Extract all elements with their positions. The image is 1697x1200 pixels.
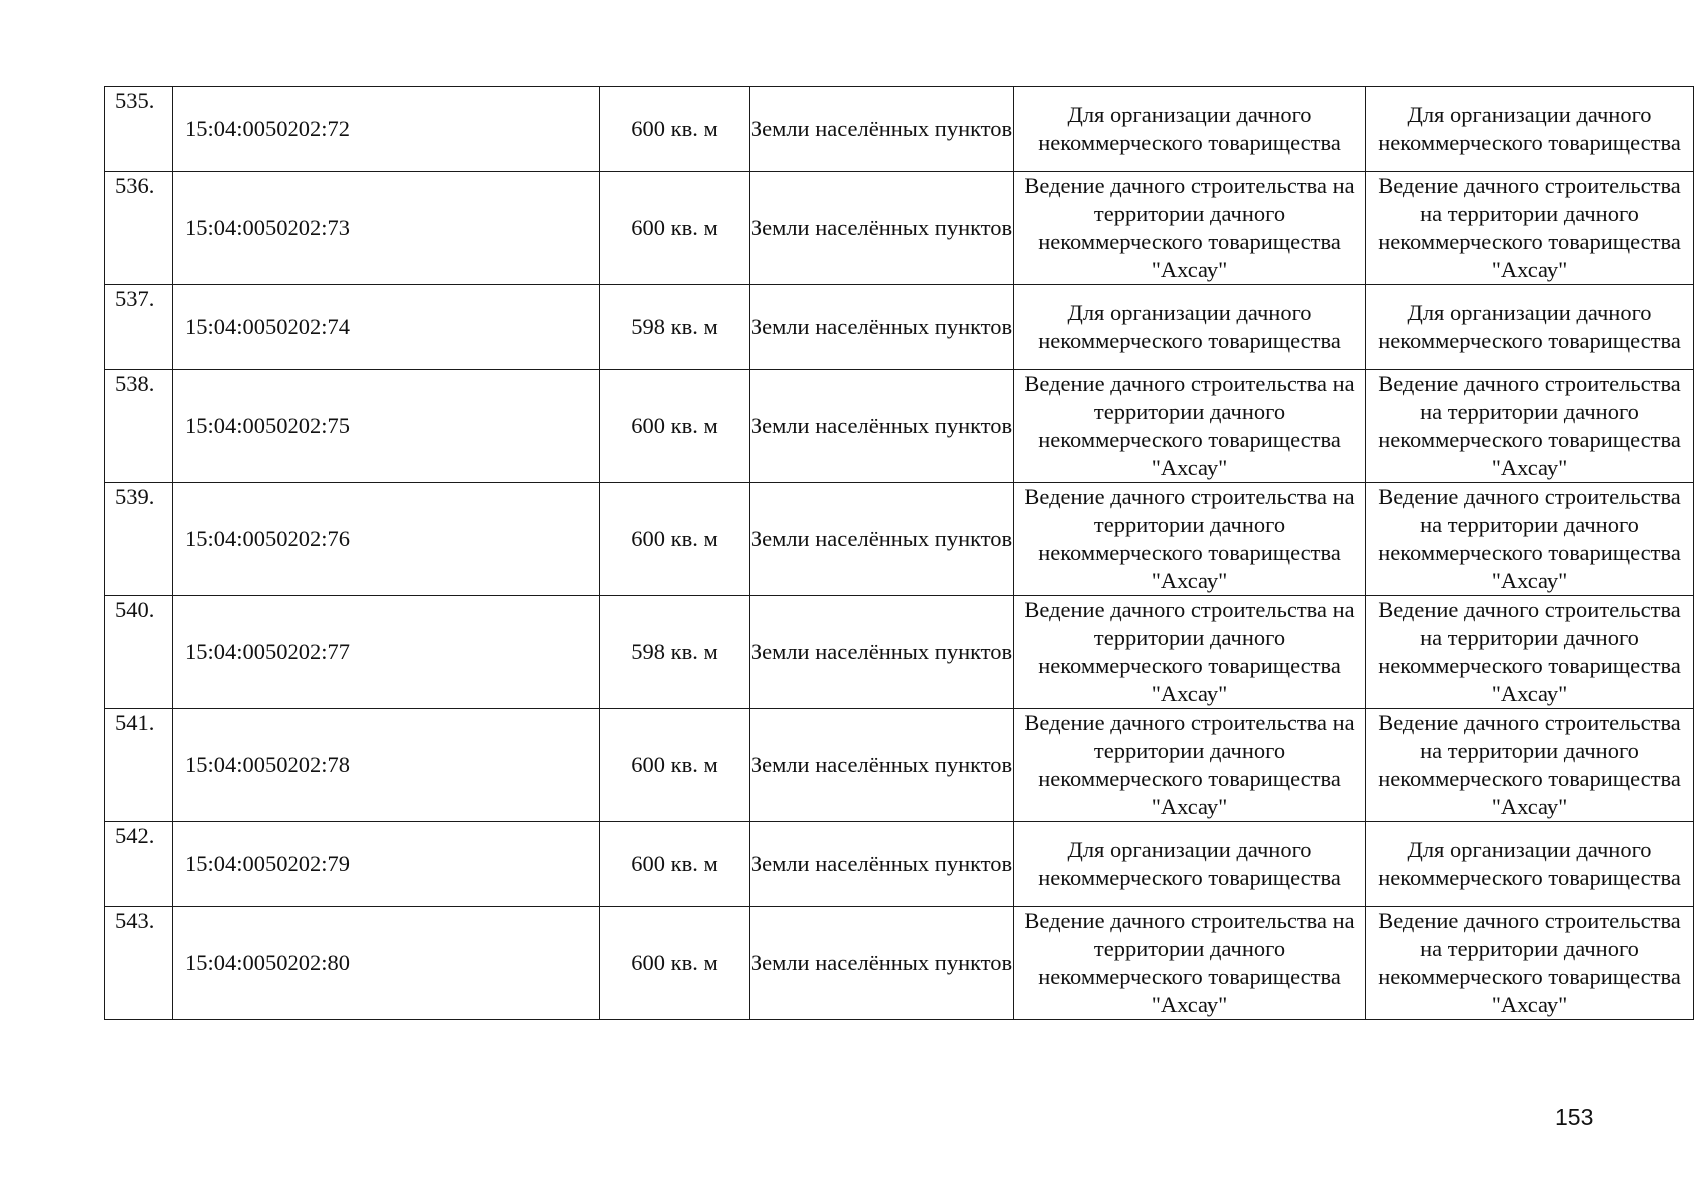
table-row: [105, 907, 1694, 1020]
land-category: Земли населённых пунктов: [750, 370, 1014, 483]
cadastral-number: 15:04:0050202:79: [173, 822, 600, 907]
page-number: 153: [1555, 1104, 1594, 1130]
cadastral-number: 15:04:0050202:72: [173, 87, 600, 172]
permitted-use: Ведение дачного строительства на территории дачного некоммерческого товарищества "Ахсау": [1014, 172, 1366, 285]
plot-area: 600 кв. м: [600, 709, 750, 822]
cadastral-number: 15:04:0050202:74: [173, 285, 600, 370]
plot-area: 600 кв. м: [600, 87, 750, 172]
permitted-use: Ведение дачного строительства на территории дачного некоммерческого товарищества "Ахсау": [1014, 709, 1366, 822]
row-number: 543.: [105, 907, 173, 1020]
row-number: 541.: [105, 709, 173, 822]
table-row: [105, 370, 1694, 483]
cadastral-number: 15:04:0050202:75: [173, 370, 600, 483]
row-number: 536.: [105, 172, 173, 285]
row-number: 535.: [105, 87, 173, 172]
row-number: 537.: [105, 285, 173, 370]
permitted-use: Для организации дачного некоммерческого товарищества: [1014, 285, 1366, 370]
permitted-use: Для организации дачного некоммерческого товарищества: [1014, 822, 1366, 907]
cadastral-number: 15:04:0050202:80: [173, 907, 600, 1020]
land-category: Земли населённых пунктов: [750, 172, 1014, 285]
actual-use: Ведение дачного строительства на территории дачного некоммерческого товарищества "Ахсау": [1366, 709, 1694, 822]
row-number: 539.: [105, 483, 173, 596]
land-category: Земли населённых пунктов: [750, 285, 1014, 370]
permitted-use: Ведение дачного строительства на территории дачного некоммерческого товарищества "Ахсау": [1014, 596, 1366, 709]
actual-use: Для организации дачного некоммерческого товарищества: [1366, 87, 1694, 172]
actual-use: Ведение дачного строительства на территории дачного некоммерческого товарищества "Ахсау": [1366, 172, 1694, 285]
plot-area: 600 кв. м: [600, 370, 750, 483]
permitted-use: Ведение дачного строительства на территории дачного некоммерческого товарищества "Ахсау": [1014, 483, 1366, 596]
plot-area: 598 кв. м: [600, 596, 750, 709]
table-body: [105, 87, 1694, 1020]
table-row: [105, 87, 1694, 172]
plot-area: 598 кв. м: [600, 285, 750, 370]
cadastral-number: 15:04:0050202:77: [173, 596, 600, 709]
land-category: Земли населённых пунктов: [750, 87, 1014, 172]
plot-area: 600 кв. м: [600, 483, 750, 596]
table-row: [105, 483, 1694, 596]
row-number: 538.: [105, 370, 173, 483]
actual-use: Ведение дачного строительства на территории дачного некоммерческого товарищества "Ахсау": [1366, 370, 1694, 483]
land-category: Земли населённых пунктов: [750, 822, 1014, 907]
cadastral-number: 15:04:0050202:78: [173, 709, 600, 822]
table-row: [105, 285, 1694, 370]
table-row: [105, 596, 1694, 709]
table-row: [105, 822, 1694, 907]
permitted-use: Для организации дачного некоммерческого товарищества: [1014, 87, 1366, 172]
actual-use: Ведение дачного строительства на территории дачного некоммерческого товарищества "Ахсау": [1366, 907, 1694, 1020]
permitted-use: Ведение дачного строительства на территории дачного некоммерческого товарищества "Ахсау": [1014, 907, 1366, 1020]
plot-area: 600 кв. м: [600, 907, 750, 1020]
actual-use: Ведение дачного строительства на территории дачного некоммерческого товарищества "Ахсау": [1366, 483, 1694, 596]
land-category: Земли населённых пунктов: [750, 483, 1014, 596]
table-row: [105, 172, 1694, 285]
permitted-use: Ведение дачного строительства на территории дачного некоммерческого товарищества "Ахсау": [1014, 370, 1366, 483]
land-category: Земли населённых пунктов: [750, 596, 1014, 709]
plot-area: 600 кв. м: [600, 172, 750, 285]
land-category: Земли населённых пунктов: [750, 907, 1014, 1020]
row-number: 542.: [105, 822, 173, 907]
plot-area: 600 кв. м: [600, 822, 750, 907]
row-number: 540.: [105, 596, 173, 709]
land-plots-table: [104, 86, 1694, 1020]
land-category: Земли населённых пунктов: [750, 709, 1014, 822]
cadastral-number: 15:04:0050202:76: [173, 483, 600, 596]
table-row: [105, 709, 1694, 822]
actual-use: Для организации дачного некоммерческого товарищества: [1366, 822, 1694, 907]
actual-use: Для организации дачного некоммерческого товарищества: [1366, 285, 1694, 370]
actual-use: Ведение дачного строительства на территории дачного некоммерческого товарищества "Ахсау": [1366, 596, 1694, 709]
cadastral-number: 15:04:0050202:73: [173, 172, 600, 285]
